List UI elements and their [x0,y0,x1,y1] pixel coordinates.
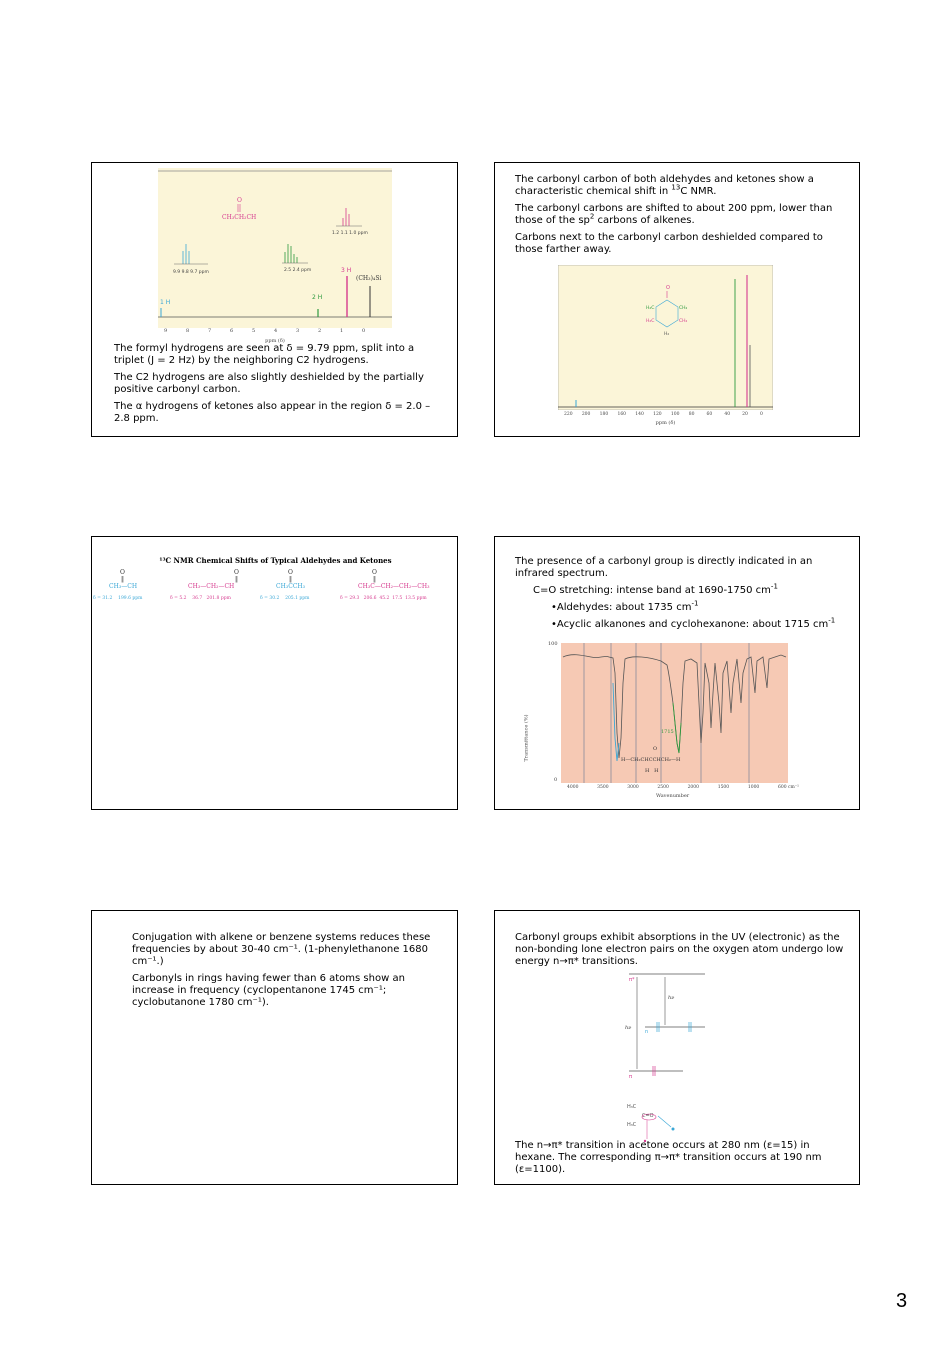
ir-xlabel: Wavenumber [656,793,690,799]
ring-h2: H₂ [664,332,670,337]
slide-2-text [515,174,850,261]
axis-tick-label: 4000 [567,785,579,790]
axis-tick-label: 6 [230,328,234,334]
ir-axis [561,785,801,805]
molecule-row [92,569,459,619]
nmr-formula: CH₃CH₂CH [222,214,257,221]
slide-6-text-bottom [515,1140,850,1181]
slide-ir [494,536,860,810]
ring-o: O [666,285,670,291]
page-number: 3 [896,1290,908,1312]
c13-nmr-spectrum [558,265,773,410]
label-hv-1: hν [625,1025,632,1031]
ring-h2c-2: H₂C [646,319,655,324]
axis-tick-label: 140 [635,412,644,417]
ir-y100: 100 [548,641,558,647]
nmr-background [158,168,392,328]
label-pi-star: π* [629,977,635,983]
slide-5-p1: Conjugation with alkene or benzene systems reduces these frequencies by about 30-40 cm⁻¹. (1-phenylethanone 1680 cm⁻¹.) [132,932,431,967]
molecule-acetaldehyde: O ‖ CH₃—CH δ = 31.2 199.6 ppm [93,569,143,601]
label-hv-2: hν [668,995,675,1001]
ir-mol-o: O [653,746,658,752]
lone-pair-lobe [658,1116,671,1127]
slide-2-p3: Carbons next to the carbonyl carbon deshielded compared to those farther away. [515,232,823,255]
c13-xlabel: ppm (δ) [655,420,676,426]
axis-tick-label: 120 [653,412,662,417]
axis-tick-label: 80 [688,412,695,417]
slide-1-p2: The C2 hydrogens are also slightly deshielded by the partially positive carbonyl carbon. [114,372,424,395]
slide-uv [494,910,860,1185]
c13-axis [558,412,773,432]
label-2h: 2 H [312,294,323,301]
molecule-2-pentanone: O ‖ CH₃C—CH₂—CH₂—CH₃ δ = 29.3 206.6 45.2 17.5 13.5 ppm [340,569,430,601]
nmr-o-label: O [237,197,242,204]
slide-13c-nmr [494,162,860,437]
axis-tick-label: 7 [208,328,212,334]
ring-ch2-1: CH₂ [679,306,688,311]
slide-5-text [132,932,442,1014]
axis-tick-label: 100 [670,412,680,417]
slide-1-text [114,343,444,430]
ring-h2c-1: H₂C [646,306,655,311]
ir-y0: 0 [554,777,558,783]
molecule-propanal: O ‖ CH₃—CH₂—CH δ = 5.2 36.7 201.8 ppm [170,569,239,601]
axis-tick-label: 180 [599,412,609,417]
axis-tick-label: 1500 [717,785,730,790]
slide-6-p2: The n→π* transition in acetone occurs at 280 nm (ε=15) in hexane. The corresponding π→π* transition occurs at 190 nm (ε=1100). [515,1140,822,1175]
label-1h: 1 H [160,299,171,306]
axis-tick-label: 20 [742,412,748,417]
ir-spectrum [561,643,788,783]
ir-ylabel: Transmittance (%) [523,714,530,762]
axis-tick-label: 2 [318,328,322,334]
slide-6-p1: Carbonyl groups exhibit absorptions in the UV (electronic) as the non-bonding lone electron pairs on the oxygen atom undergo low energy n→π* transitions. [515,932,844,967]
axis-tick-label: 40 [724,412,731,417]
inset-ch2-ticks: 2.5 2.4 ppm [284,268,312,273]
slide-1-p3: The α hydrogens of ketones also appear in the region δ = 2.0 – 2.8 ppm. [114,401,431,424]
inset-aldehyde-ticks: 9.9 9.8 9.7 ppm [173,270,209,275]
axis-tick-label: 8 [186,328,190,334]
shifts-title: ¹³C NMR Chemical Shifts of Typical Aldehydes and Ketones [159,556,392,565]
acetone-h3c-2: H₃C [627,1122,637,1128]
slide-6-text-top [515,932,855,973]
slide-2-p2: The carbonyl carbons are shifted to about 200 ppm, lower than those of the $sp^2$ carbons of alkenes. [515,203,833,226]
acetone-co: C=O [642,1113,654,1119]
slide-4-p4: •Acyclic alkanones and cyclohexanone: about 1715 $cm^{-1}$ [551,616,836,630]
slide-1-p1: The formyl hydrogens are seen at δ = 9.79 ppm, split into a triplet (J = 2 Hz) by the neighboring C2 hydrogens. [114,343,415,366]
axis-tick-label: 2500 [657,785,669,790]
label-3h: 3 H [341,267,352,274]
slide-4-p2: C=O stretching: intense band at 1690-1750 $cm^{-1}$ [533,582,778,596]
axis-tick-label: 60 [706,412,713,417]
h-nmr-xlabel: ppm (δ) [265,338,285,344]
label-n: n [645,1029,649,1035]
axis-tick-label: 200 [581,412,591,417]
axis-tick-label: 160 [617,412,627,417]
slide-5-p2: Carbonyls in rings having fewer than 6 atoms show an increase in frequency (cyclopentanone 1745 cm⁻¹; cyclobutanone 1780 cm⁻¹). [132,973,405,1008]
axis-tick-label: 3 [296,328,300,334]
axis-tick-label: 0 [362,328,366,334]
acetone-orbitals [625,1101,705,1145]
h-nmr-spectrum [158,168,392,328]
axis-tick-label: 0 [760,412,763,417]
ir-peak-label: 1715 [661,729,674,735]
ir-mol-h: H H [645,768,659,774]
axis-tick-label: 3000 [627,785,639,790]
inset-ch3-ticks: 1.2 1.1 1.0 ppm [332,231,368,236]
molecule-acetone: O ‖ CH₃CCH₃ δ = 30.2 205.1 ppm [260,569,310,601]
axis-tick-label: 4 [274,328,278,334]
slide-2-p1: The carbonyl carbon of both aldehydes and ketones show a characteristic chemical shift in $^{13}$C NMR. [515,174,814,197]
acetone-h3c-1: H₃C [627,1104,637,1110]
axis-tick-label: 3500 [597,785,609,790]
uv-energy-diagram [623,969,709,1099]
slide-13c-shifts [91,536,458,810]
slide-4-p3: •Aldehydes: about 1735 $cm^{-1}$ [551,599,699,613]
axis-tick-label: 2000 [687,785,700,790]
slide-4-p1: The presence of a carbonyl group is directly indicated in an infrared spectrum. [515,556,813,579]
ir-molecule: H—CH₂CHCCHCH₂—H [621,757,681,763]
axis-tick-label: 600 cm⁻¹ [778,785,799,790]
axis-tick-label: 9 [164,328,168,334]
axis-tick-label: 220 [564,412,573,417]
slide-4-text [515,556,850,636]
slide-conjugation [91,910,458,1185]
label-pi: π [629,1074,633,1080]
slide-1h-nmr [91,162,458,437]
ring-ch2-2: CH₂ [679,319,688,324]
axis-tick-label: 1 [340,328,344,334]
axis-tick-label: 1000 [747,785,760,790]
label-tms: (CH₃)₄Si [356,275,382,282]
axis-tick-label: 5 [252,328,256,334]
